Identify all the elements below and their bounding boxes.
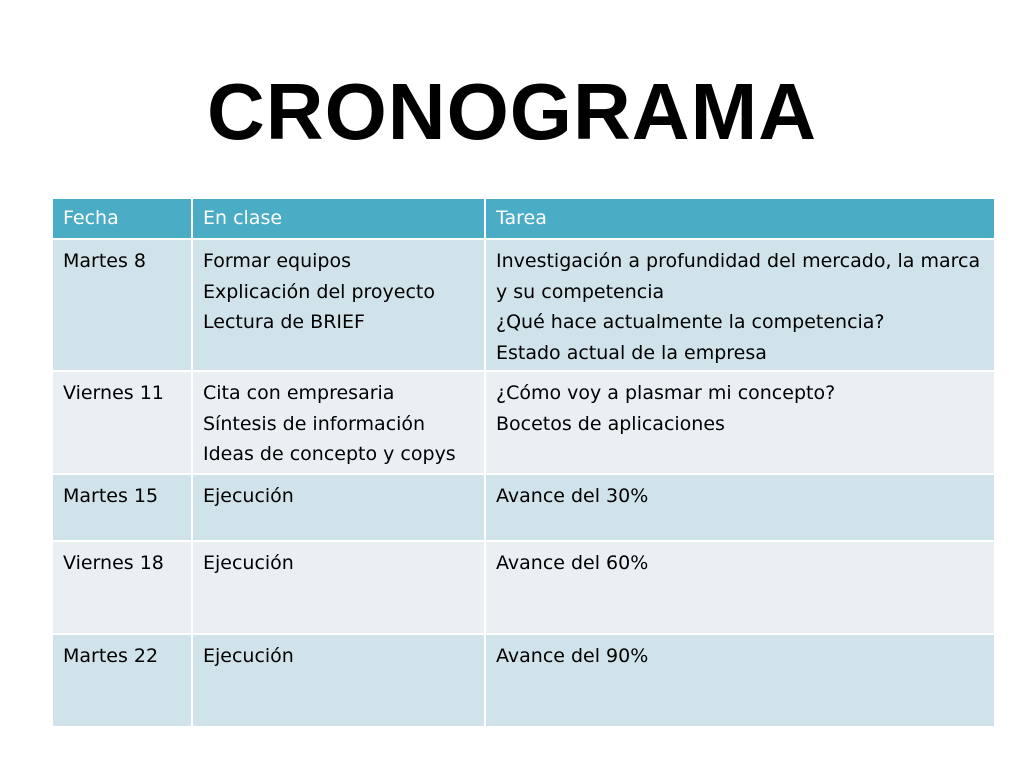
cell-fecha [52,474,192,541]
en-clase-item: Ejecución [203,552,294,574]
en-clase-item: Formar equipos [203,250,352,272]
cell-en-clase [192,634,485,727]
tarea-item: ¿Cómo voy a plasmar mi concepto? [496,382,836,404]
table-header-row [52,198,995,239]
tarea-item: Investigación a profundidad del mercado, la marca y su competencia [496,250,981,303]
fecha-text: Martes 8 [63,250,147,272]
en-clase-item: Explicación del proyecto [203,280,435,303]
table-row [52,474,995,541]
fecha-text: Martes 15 [63,485,159,507]
fecha-text: Martes 22 [63,645,159,667]
cell-fecha [52,541,192,634]
en-clase-item: Ejecución [203,485,294,507]
table-row [52,541,995,634]
tarea-item: Avance del 90% [496,645,649,667]
fecha-text: Viernes 11 [63,382,164,404]
page-title: CRONOGRAMA [207,67,817,156]
en-clase-item: Ejecución [203,645,294,667]
cell-en-clase [192,541,485,634]
fecha-text: Viernes 18 [63,552,164,574]
cell-tarea [485,474,995,541]
tarea-item: Avance del 30% [496,485,649,507]
tarea-item: Avance del 60% [496,552,649,574]
schedule-table [51,197,996,728]
cell-en-clase [192,239,485,371]
en-clase-item: Cita con empresaria [203,382,395,404]
en-clase-item: Ideas de concepto y copys [203,443,456,465]
tarea-item: Bocetos de aplicaciones [496,412,725,435]
header-en-clase: En clase [192,198,485,239]
table-row [52,371,995,474]
cell-en-clase [192,474,485,541]
cell-tarea [485,634,995,727]
cell-fecha [52,371,192,474]
table-row [52,634,995,727]
tarea-item: Estado actual de la empresa [496,341,767,364]
cell-tarea [485,541,995,634]
cell-fecha [52,634,192,727]
cell-tarea [485,371,995,474]
en-clase-item: Lectura de BRIEF [203,311,365,333]
table-row [52,239,995,371]
header-fecha: Fecha [52,198,192,239]
en-clase-item: Síntesis de información [203,412,426,435]
cell-fecha [52,239,192,371]
tarea-item: ¿Qué hace actualmente la competencia? [496,311,885,333]
cell-tarea [485,239,995,371]
header-tarea: Tarea [485,198,995,239]
cell-en-clase [192,371,485,474]
